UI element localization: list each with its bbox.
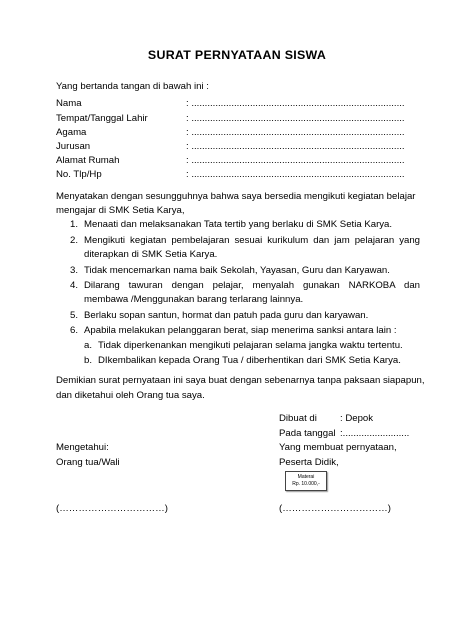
item-text: Menaati dan melaksanakan Tata tertib yang berlaku di SMK Setia Karya. bbox=[84, 219, 393, 230]
tanggal-value: :......................... bbox=[340, 428, 410, 439]
item-text: Mengikuti kegiatan pembelajaran sesuai kurikulum dan jam pelajaran yang bbox=[84, 235, 420, 246]
field-label-agama: Agama bbox=[56, 127, 87, 138]
field-value-jurusan: : ................................................................................ bbox=[186, 141, 405, 152]
field-value-telp: : ................................................................................ bbox=[186, 169, 405, 180]
field-value-ttl: : ................................................................................ bbox=[186, 113, 405, 124]
field-label-ttl: Tempat/Tanggal Lahir bbox=[56, 113, 148, 124]
subitem-text: DIkembalikan kepada Orang Tua / diberhentikan dari SMK Setia Karya. bbox=[98, 355, 401, 366]
field-label-alamat: Alamat Rumah bbox=[56, 155, 120, 166]
tanggal-label: Pada tanggal bbox=[279, 428, 336, 439]
materai-label: Materai bbox=[297, 474, 315, 480]
intro-text: Yang bertanda tangan di bawah ini : bbox=[56, 81, 209, 92]
item-number: 2. bbox=[70, 235, 79, 246]
field-label-nama: Nama bbox=[56, 98, 82, 109]
peserta-label: Peserta Didik, bbox=[279, 457, 339, 468]
field-value-nama: : ................................................................................ bbox=[186, 98, 405, 109]
subitem-letter: a. bbox=[84, 340, 93, 351]
mengetahui-label: Mengetahui: bbox=[56, 442, 109, 453]
closing-line-1: Demikian surat pernyataan ini saya buat dengan sebenarnya tanpa paksaan siapapun, bbox=[56, 375, 425, 386]
item-text: membawa /Menggunakan barang terlarang lainnya. bbox=[84, 294, 304, 305]
materai-amount: Rp. 10.000,- bbox=[292, 481, 320, 487]
closing-line-2: dan diketahui oleh Orang tua saya. bbox=[56, 390, 205, 401]
item-number: 6. bbox=[70, 325, 79, 336]
orang-tua-label: Orang tua/Wali bbox=[56, 457, 120, 468]
yang-membuat-label: Yang membuat pernyataan, bbox=[279, 442, 397, 453]
item-text: Tidak mencemarkan nama baik Sekolah, Yayasan, Guru dan Karyawan. bbox=[84, 265, 390, 276]
item-number: 1. bbox=[70, 219, 79, 230]
item-number: 3. bbox=[70, 265, 79, 276]
subitem-text: Tidak diperkenankan mengikuti pelajaran selama jangka waktu tertentu. bbox=[98, 340, 403, 351]
item-text: Apabila melakukan pelanggaran berat, siap menerima sanksi antara lain : bbox=[84, 325, 397, 336]
item-text: Berlaku sopan santun, hormat dan patuh pada guru dan karyawan. bbox=[84, 310, 369, 321]
signature-line-parent: (……………………………) bbox=[56, 503, 168, 514]
field-label-jurusan: Jurusan bbox=[56, 141, 91, 152]
signature-line-student: (……………………………) bbox=[279, 503, 391, 514]
dibuat-label: Dibuat di bbox=[279, 413, 317, 424]
field-value-alamat: : ................................................................................ bbox=[186, 155, 405, 166]
statement-line-1: Menyatakan dengan sesungguhnya bahwa saya bersedia mengikuti kegiatan belajar bbox=[56, 191, 416, 202]
field-label-telp: No. Tlp/Hp bbox=[56, 169, 102, 180]
dibuat-value: : Depok bbox=[340, 413, 374, 424]
page-title: SURAT PERNYATAAN SISWA bbox=[147, 48, 327, 62]
item-text: Dilarang tawuran dengan pelajar, menyalah gunakan NARKOBA dan bbox=[84, 280, 420, 291]
item-number: 4. bbox=[70, 280, 79, 291]
item-text: diterapkan di SMK Setia Karya. bbox=[84, 249, 218, 260]
statement-line-2: mengajar di SMK Setia Karya, bbox=[56, 205, 185, 216]
materai-stamp-box bbox=[285, 471, 327, 491]
item-number: 5. bbox=[70, 310, 79, 321]
subitem-letter: b. bbox=[84, 355, 93, 366]
field-value-agama: : ................................................................................ bbox=[186, 127, 405, 138]
